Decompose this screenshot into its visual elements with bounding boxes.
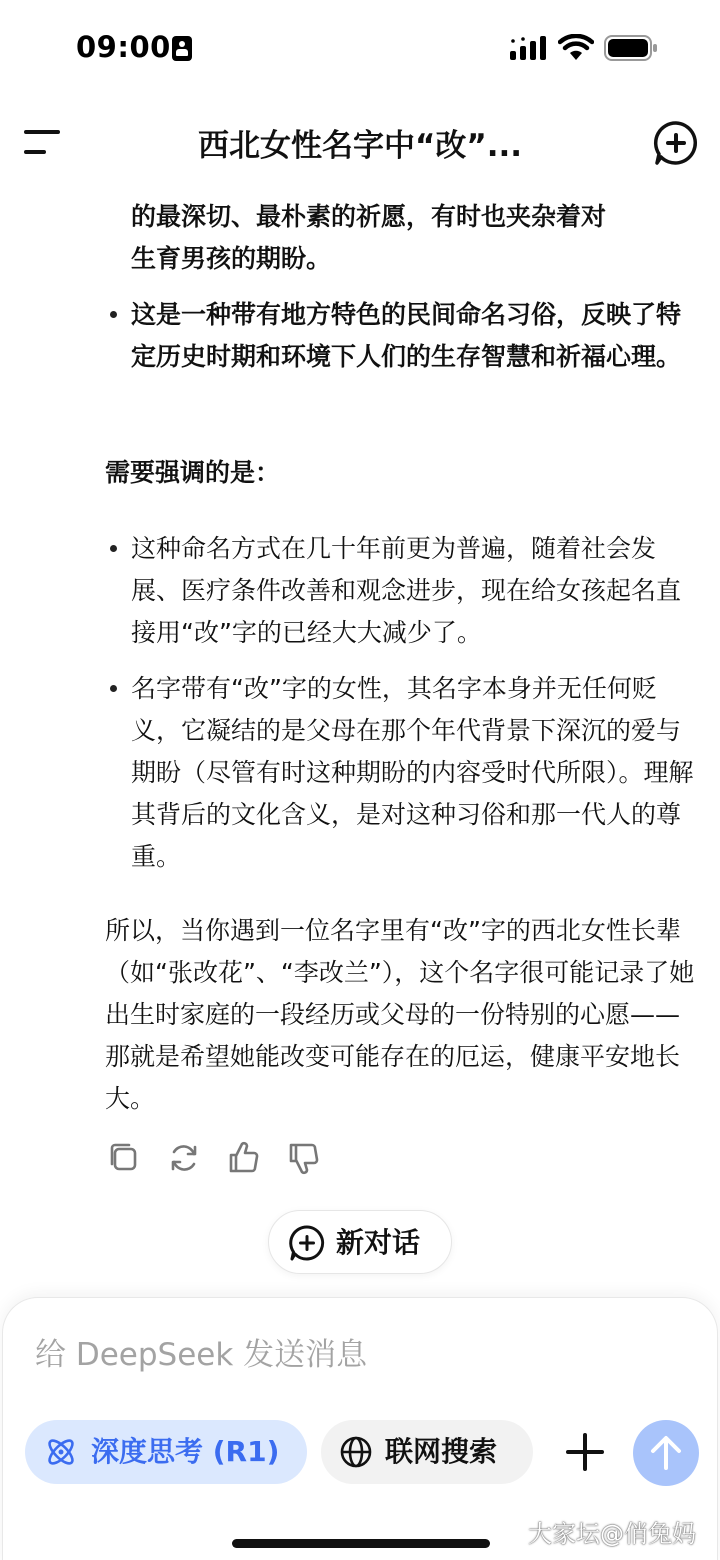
bullet-dot <box>110 545 117 552</box>
watermark: 大家坛@俏兔妈 <box>528 1520 696 1548</box>
send-button[interactable] <box>633 1420 699 1486</box>
thumbs-down-icon[interactable] <box>286 1140 322 1176</box>
web-search-toggle[interactable] <box>321 1420 533 1484</box>
status-bar <box>0 0 720 100</box>
new-chat-label: 新对话 <box>336 1226 421 1259</box>
wifi-icon <box>558 34 594 62</box>
chat-message <box>0 170 720 1290</box>
message-actions <box>106 1140 346 1176</box>
list-item-text: 生育男孩的期盼。 <box>131 244 332 273</box>
list-item-text: 名字带有“改”字的女性，其名字本身并无任何贬义，它凝结的是父母在那个年代背景下深沉的爱与期盼（尽管有时这种期盼的内容受时代所限）。理解其背后的文化含义，是对这种习俗和那一代人的尊重。 <box>131 674 694 871</box>
list-item <box>105 528 695 654</box>
web-search-label: 联网搜索 <box>385 1435 498 1468</box>
bullet-dot <box>110 685 117 692</box>
contact-card-icon <box>172 36 192 61</box>
copy-icon[interactable] <box>106 1140 142 1176</box>
new-chat-button[interactable] <box>268 1210 452 1274</box>
list-item-text: 的最深切、最朴素的祈愿，有时也夹杂着对 <box>131 202 607 231</box>
page-title: 西北女性名字中“改”... <box>197 128 523 164</box>
message-input[interactable] <box>35 1328 675 1382</box>
list-item <box>105 294 695 378</box>
plus-circle-icon <box>289 1225 325 1261</box>
list-item-text: 这是一种带有地方特色的民间命名习俗，反映了特定历史时期和环境下人们的生存智慧和祈福心理。 <box>131 300 682 371</box>
deep-think-label: 深度思考 (R1) <box>91 1435 280 1468</box>
menu-icon[interactable] <box>22 122 64 162</box>
regenerate-icon[interactable] <box>166 1140 202 1176</box>
status-time: 09:00 <box>76 30 171 64</box>
bold-bullet-list <box>105 294 695 392</box>
bold-bullet-list-continued <box>105 196 695 294</box>
home-indicator <box>232 1539 490 1548</box>
list-item-text: 这种命名方式在几十年前更为普遍，随着社会发展、医疗条件改善和观念进步，现在给女孩起名直接用“改”字的已经大大减少了。 <box>131 534 682 647</box>
atom-icon <box>43 1434 79 1470</box>
arrow-up-icon <box>648 1434 684 1472</box>
deep-think-toggle[interactable] <box>25 1420 307 1484</box>
signal-icon <box>510 36 548 60</box>
section-subheading: 需要强调的是： <box>105 458 281 487</box>
list-item <box>105 668 695 878</box>
thumbs-up-icon[interactable] <box>226 1140 262 1176</box>
add-attachment-icon[interactable] <box>563 1430 607 1474</box>
top-nav <box>0 110 720 176</box>
bullet-dot <box>110 311 117 318</box>
battery-icon <box>604 35 658 61</box>
bullet-list <box>105 528 695 892</box>
new-chat-icon[interactable] <box>653 120 699 166</box>
list-item <box>105 196 695 280</box>
globe-icon <box>339 1435 373 1469</box>
closing-paragraph: 所以，当你遇到一位名字里有“改”字的西北女性长辈（如“张改花”、“李改兰”），这个名字很可能记录了她出生时家庭的一段经历或父母的一份特别的心愿——那就是希望她能改变可能存在的厄运，健康平安地长大。 <box>105 916 695 1113</box>
